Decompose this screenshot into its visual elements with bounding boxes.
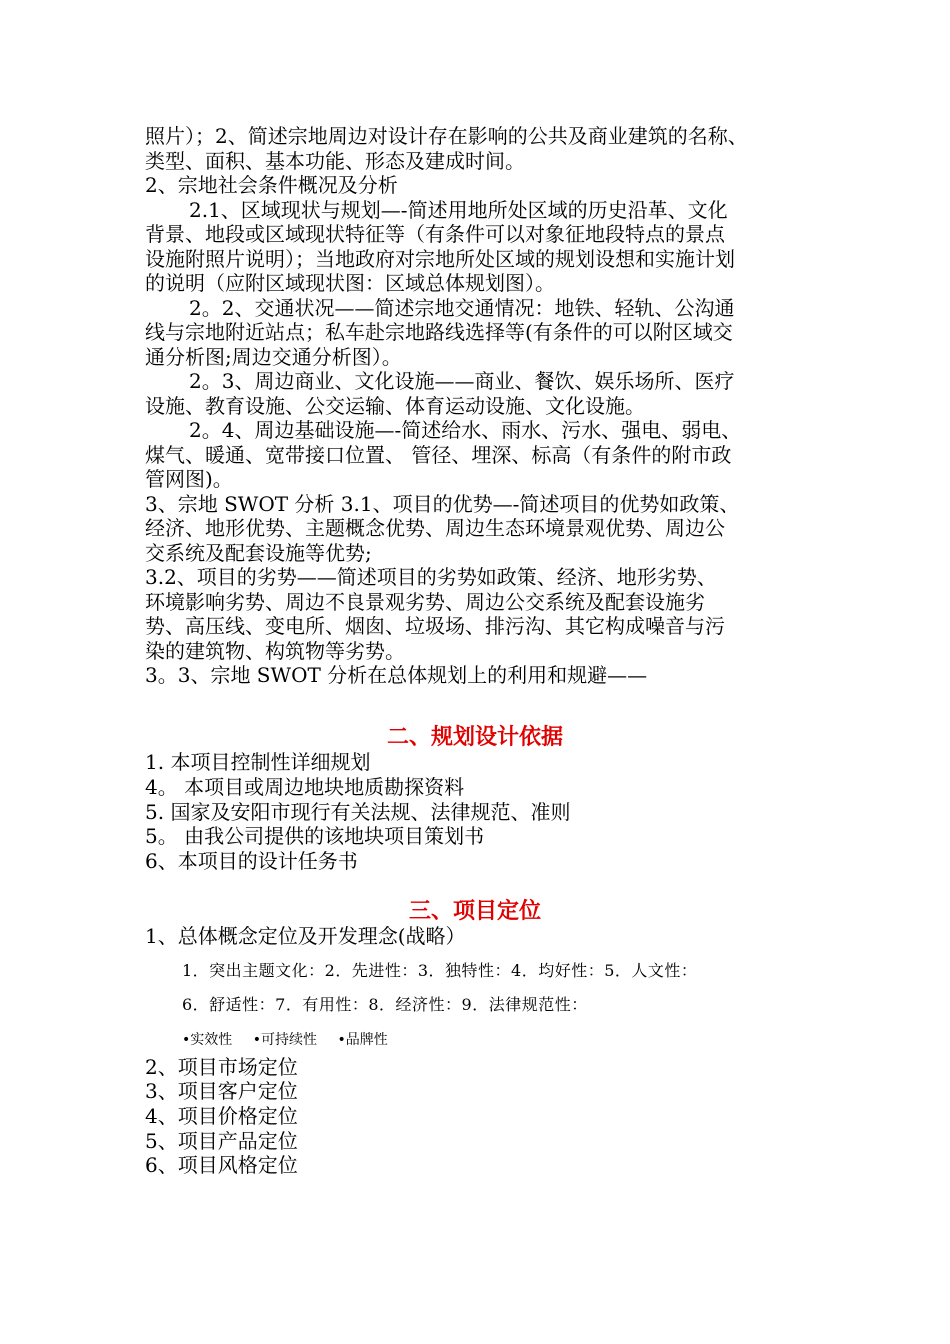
body-line: 2。4、周边基础设施—-简述给水、雨水、污水、强电、弱电、: [189, 418, 742, 442]
bullet-item: •品牌性: [337, 1032, 388, 1048]
body-line: 背景、地段或区域现状特征等（有条件可以对象征地段特点的景点: [145, 222, 725, 246]
body-line: 类型、面积、基本功能、形态及建成时间。: [145, 148, 525, 173]
body-line: 的说明（应附区域现状图：区域总体规划图）。: [145, 271, 555, 295]
body-line: 经济、地形优势、主题概念优势、周边生态环境景观优势、周边公: [145, 516, 725, 540]
list-item: 1、总体概念定位及开发理念(战略）: [145, 924, 466, 948]
list-item: 6、本项目的设计任务书: [145, 849, 358, 873]
list-item: 4。 本项目或周边地块地质勘探资料: [145, 775, 465, 799]
list-item: 4、项目价格定位: [145, 1104, 298, 1128]
body-text: [145, 124, 815, 688]
body-line: 设施附照片说明）；当地政府对宗地所处区域的规划设想和实施计划: [145, 246, 735, 271]
list-item: 5。 由我公司提供的该地块项目策划书: [145, 824, 485, 848]
body-line: 3。3、宗地 SWOT 分析在总体规划上的利用和规避——: [145, 663, 648, 687]
body-line: 2。2、交通状况——简述宗地交通情况：地铁、轻轨、公沟通: [189, 295, 735, 320]
bullet-item: •可持续性: [252, 1032, 317, 1048]
body-line: 2。3、周边商业、文化设施——商业、餐饮、娱乐场所、医疗: [189, 369, 735, 393]
sub-list-line: 1．突出主题文化：2．先进性：3．独特性：4．均好性：5．人文性：: [182, 961, 698, 980]
body-line: 3.2、项目的劣势——简述项目的劣势如政策、经济、地形劣势、: [145, 565, 717, 589]
bullet-row: [182, 1029, 404, 1049]
list-item: 1. 本项目控制性详细规划: [145, 750, 371, 774]
body-line: 照片）；2、简述宗地周边对设计存在影响的公共及商业建筑的名称、: [145, 124, 748, 148]
list-item: 6、项目风格定位: [145, 1153, 298, 1177]
body-line: 2.1、区域现状与规划—-简述用地所处区域的历史沿革、文化: [189, 197, 728, 222]
list-item: 5、项目产品定位: [145, 1129, 298, 1153]
body-line: 染的建筑物、构筑物等劣势。: [145, 638, 405, 663]
body-line: 通分析图;周边交通分析图）。: [145, 344, 402, 369]
body-line: 交系统及配套设施等优势;: [145, 540, 372, 565]
body-line: 2、宗地社会条件概况及分析: [145, 173, 398, 197]
bullet-item: •实效性: [182, 1032, 233, 1048]
body-line: 煤气、暖通、宽带接口位置、 管径、埋深、标高（有条件的附市政: [145, 442, 732, 467]
section-heading-positioning: 三、项目定位: [408, 899, 541, 924]
list-item: 3、项目客户定位: [145, 1079, 298, 1103]
body-line: 环境影响劣势、周边不良景观劣势、周边公交系统及配套设施劣: [145, 589, 705, 614]
body-line: 3、宗地 SWOT 分析 3.1、项目的优势—-简述项目的优势如政策、: [145, 491, 740, 516]
body-line: 线与宗地附近站点；私车赴宗地路线选择等(有条件的可以附区域交: [145, 320, 733, 344]
body-line: 管网图)。: [145, 467, 233, 491]
section-heading-planning-basis: 二、规划设计依据: [386, 725, 563, 750]
sub-list-line: 6．舒适性：7．有用性：8．经济性：9．法律规范性：: [182, 995, 588, 1014]
body-line: 设施、教育设施、公交运输、体育运动设施、文化设施。: [145, 393, 645, 418]
body-line: 势、高压线、变电所、烟囱、垃圾场、排污沟、其它构成噪音与污: [145, 614, 725, 638]
list-item: 5. 国家及安阳市现行有关法规、法律规范、准则: [145, 800, 571, 824]
list-item: 2、项目市场定位: [145, 1055, 298, 1079]
